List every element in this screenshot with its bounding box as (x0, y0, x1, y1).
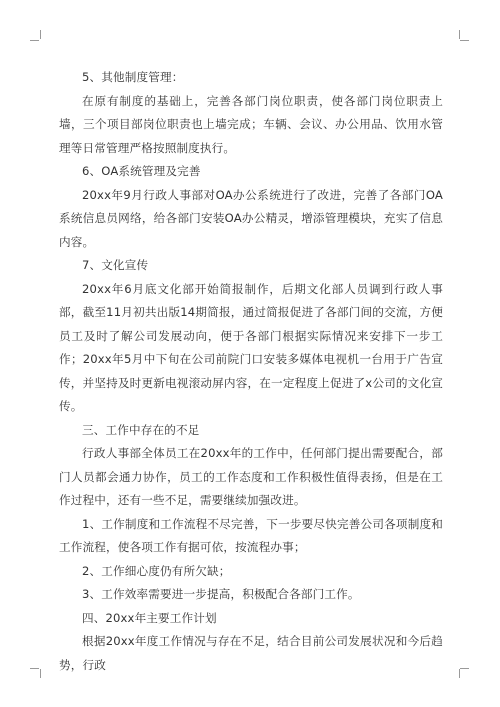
paragraph-work-plan-heading: 四、20xx年主要工作计划 (82, 610, 217, 625)
crop-mark-line (460, 40, 469, 41)
paragraph-other-system-management-heading: 5、其他制度管理： (82, 70, 184, 84)
crop-mark-line (30, 40, 39, 41)
crop-mark-line (459, 669, 460, 678)
paragraph: 在原有制度的基础上，完善各部门岗位职责，使各部门岗位职责上墙，三个项目部岗位职责也上墙完成；车辆、会议、办公用品、饮用水管理等日常管理严格按照制度执行。 (59, 93, 443, 155)
paragraph-list-item: 1、工作制度和工作流程不尽完善，下一步要尽快完善公司各项制度和工作流程，使各项工作有据可依，按流程办事； (59, 516, 443, 554)
crop-mark-line (459, 30, 460, 39)
paragraph-list-item: 2、工作细心度仍有所欠缺； (82, 563, 231, 578)
paragraph-list-item: 3、工作效率需要进一步提高，积极配合各部门工作。 (82, 587, 360, 601)
paragraph: 20xx年9月行政人事部对OA办公系统进行了改进，完善了各部门OA系统信息员网络，给各部门安装OA办公精灵，增添管理模块，充实了信息内容。 (59, 187, 443, 249)
crop-mark-line (40, 669, 41, 678)
paragraph: 20xx年6月底文化部开始简报制作，后期文化部人员调到行政人事部，截至11月初共出版14期简报，通过简报促进了各部门间的交流，方便员工及时了解公司发展动向，便于各部门根据实际情况来安排下一步工作；20xx年5月中下旬在公司前院门口安装多媒体电视机一台用于广告宣传，并坚持及时更新电视滚动屏内容，在一定程度上促进了x公司的文化宣传。 (59, 281, 443, 413)
paragraph-shortcomings-heading: 三、工作中存在的不足 (82, 422, 200, 437)
paragraph-culture-promotion-heading: 7、文化宣传 (82, 258, 149, 272)
paragraph-oa-system-heading: 6、OA系统管理及完善 (82, 164, 201, 178)
crop-mark-line (460, 668, 469, 669)
crop-mark-line (30, 668, 39, 669)
paragraph: 行政人事部全体员工在20xx年的工作中，任何部门提出需要配合，部门人员都会通力协作，员工的工作态度和工作积极性值得表扬，但是在工作过程中，还有一些不足，需要继续加强改进。 (59, 446, 443, 507)
paragraph: 根据20xx年度工作情况与存在不足，结合目前公司发展状况和今后趋势，行政 (59, 634, 443, 672)
crop-mark-line (40, 30, 41, 39)
document-body (59, 66, 443, 677)
